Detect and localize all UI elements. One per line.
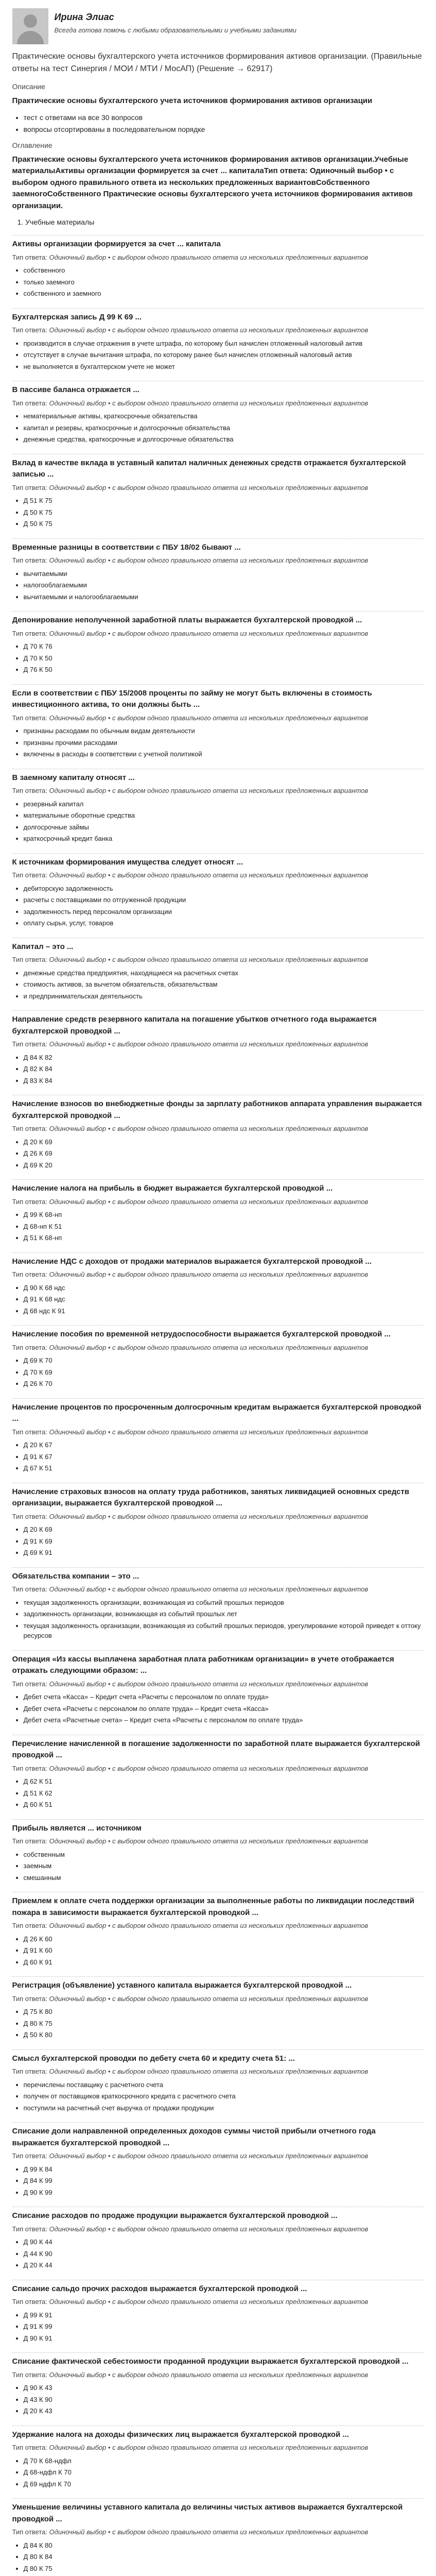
question-block	[12, 1398, 424, 1473]
answer-option: • Д 90 К 44	[24, 2237, 424, 2247]
question-block	[12, 538, 424, 602]
answer-option: • Д 60 К 91	[24, 1957, 424, 1968]
answer-option: • вычитаемыми и налогооблагаемыми	[24, 592, 424, 602]
type-prefix: Тип ответа:	[12, 326, 47, 334]
answer-option: • Д 26 К 60	[24, 1934, 424, 1944]
type-prefix: Тип ответа:	[12, 956, 47, 963]
answer-options	[12, 1692, 424, 1725]
question-type	[12, 1994, 424, 2004]
answer-option: • налогооблагаемыми	[24, 580, 424, 590]
type-prefix: Тип ответа:	[12, 253, 47, 261]
question-block	[12, 308, 424, 372]
question-block	[12, 1892, 424, 1967]
type-prefix: Тип ответа:	[12, 787, 47, 794]
question-type	[12, 2370, 424, 2380]
question-block	[12, 1325, 424, 1389]
answer-option: • Д 51 К 75	[24, 496, 424, 506]
question-block	[12, 2280, 424, 2344]
answer-option: • дебиторскую задолженность	[24, 884, 424, 894]
type-text: Одиночный выбор • с выбором одного правильного ответа из нескольких предложенных вариантов	[49, 556, 369, 564]
answer-option: • заемным	[24, 1861, 424, 1871]
author-description: Всегда готова помочь с любыми образовательными и учебными заданиями	[54, 26, 297, 34]
answer-options	[12, 2383, 424, 2416]
question-title: Депонирование неполученной заработной платы выражается бухгалтерской проводкой ...	[12, 616, 362, 624]
question-type	[12, 629, 424, 639]
avatar	[12, 8, 48, 44]
question-block	[12, 1735, 424, 1810]
answer-options	[12, 1210, 424, 1243]
answer-option: • Д 50 К 80	[24, 2030, 424, 2040]
answer-options	[12, 641, 424, 675]
answer-options	[12, 496, 424, 529]
question-title: В заемному капиталу относят ...	[12, 773, 135, 782]
type-text: Одиночный выбор • с выбором одного правильного ответа из нескольких предложенных вариантов	[49, 1922, 369, 1929]
answer-option: • отсутствует в случае вычитания штрафа, по которому ранее был начислен отложенный налоговый актив	[24, 350, 424, 360]
answer-option: • Д 83 К 84	[24, 1076, 424, 1086]
answer-options	[12, 799, 424, 844]
question-type	[12, 1679, 424, 1689]
question-title: Бухгалтерская запись Д 99 К 69 ...	[12, 312, 142, 321]
type-prefix: Тип ответа:	[12, 629, 47, 637]
answer-option: • Д 91 К 60	[24, 1945, 424, 1956]
answer-option: • Д 20 К 69	[24, 1524, 424, 1535]
answer-option: • Дебет счета «Расчетные счета» – Кредит счета «Расчеты с персоналом по оплате труда»	[24, 1715, 424, 1725]
question-title: Обязательства компании – это ...	[12, 1571, 139, 1581]
answer-option: • Д 84 К 99	[24, 2176, 424, 2186]
answer-option: • Д 67 К 51	[24, 1463, 424, 1473]
type-prefix: Тип ответа:	[12, 1343, 47, 1351]
answer-option: • Д 26 К 69	[24, 1148, 424, 1159]
answer-option: • собственного и заемного	[24, 289, 424, 299]
question-block	[12, 381, 424, 445]
type-text: Одиночный выбор • с выбором одного правильного ответа из нескольких предложенных вариантов	[49, 2370, 369, 2379]
question-block	[12, 454, 424, 529]
list-item: • вопросы отсортированы в последовательном порядке	[24, 124, 424, 135]
question-block	[12, 1650, 424, 1725]
answer-option: • Д 44 К 90	[24, 2249, 424, 2259]
answer-option: • Д 75 К 80	[24, 2007, 424, 2017]
answer-option: • нематериальные активы, краткосрочные обязательства	[24, 411, 424, 421]
type-text: Одиночный выбор • с выбором одного правильного ответа из нескольких предложенных вариантов	[49, 1343, 369, 1351]
type-text: Одиночный выбор • с выбором одного правильного ответа из нескольких предложенных вариантов	[49, 2152, 369, 2160]
question-title: Начисление НДС с доходов от продажи материалов выражается бухгалтерской проводкой ...	[12, 1257, 372, 1266]
question-block	[12, 235, 424, 299]
question-title: Вклад в качестве вклада в уставный капитал наличных денежных средств отражается бухгалтерской записью ...	[12, 458, 406, 479]
question-type	[12, 483, 424, 493]
answer-options	[12, 1850, 424, 1883]
answer-option: • Д 91 К 69	[24, 1536, 424, 1547]
question-type	[12, 1343, 424, 1353]
answer-option: • Д 82 К 84	[24, 1064, 424, 1074]
answer-option: • получен от поставщиков краткосрочного кредита с расчетного счета	[24, 2091, 424, 2102]
type-prefix: Тип ответа:	[12, 1270, 47, 1278]
question-title: Списание доли направленной определенных доходов суммы чистой прибыли отчетного года выражается бухгалтерской проводкой ...	[12, 2127, 376, 2147]
answer-option: • Д 20 К 67	[24, 1440, 424, 1450]
document-title: Практические основы бухгалтерского учета источников формирования активов организации. (Правильные ответы на тест Синергия / МОИ / МТИ / МосАП) (Решение → 62917)	[12, 52, 422, 73]
type-prefix: Тип ответа:	[12, 2067, 47, 2075]
question-title: Если в соответствии с ПБУ 15/2008 проценты по займу не могут быть включены в стоимость инвестиционного актива, то они должны быть ...	[12, 688, 372, 709]
answer-options	[12, 2237, 424, 2270]
question-type	[12, 786, 424, 796]
type-prefix: Тип ответа:	[12, 1197, 47, 1206]
answer-option: • Д 62 К 51	[24, 1776, 424, 1787]
intro-heading: Практические основы бухгалтерского учета источников формирования активов организации	[12, 96, 373, 105]
answer-option: • долгосрочные займы	[24, 822, 424, 833]
answer-option: • признаны прочими расходами	[24, 738, 424, 748]
question-block	[12, 2207, 424, 2270]
type-prefix: Тип ответа:	[12, 1428, 47, 1436]
answer-option: • Д 69 ндфл К 70	[24, 2479, 424, 2489]
answer-options	[12, 968, 424, 1002]
answer-option: • Д 69 К 70	[24, 1355, 424, 1366]
type-text: Одиночный выбор • с выбором одного правильного ответа из нескольких предложенных вариантов	[49, 1270, 369, 1278]
document-page	[12, 0, 424, 2576]
question-title: В пассиве баланса отражается ...	[12, 385, 139, 394]
answer-option: • Д 68-нп К 51	[24, 1222, 424, 1232]
type-text: Одиночный выбор • с выбором одного правильного ответа из нескольких предложенных вариантов	[49, 253, 369, 261]
answer-option: • денежные средства, краткосрочные и долгосрочные обязательства	[24, 434, 424, 445]
answer-option: • Д 68-ндфл К 70	[24, 2467, 424, 2478]
answer-options	[12, 1934, 424, 1968]
answer-options	[12, 884, 424, 928]
question-title: Перечисление начисленной в погашение задолженности по заработной плате выражается бухгалтерской проводкой ...	[12, 1739, 420, 1759]
question-block	[12, 2122, 424, 2197]
answer-option: • капитал и резервы, краткосрочные и долгосрочные обязательства	[24, 423, 424, 433]
answer-option: • Д 91 К 99	[24, 2321, 424, 2332]
answer-option: • Д 80 К 75	[24, 2564, 424, 2574]
type-text: Одиночный выбор • с выбором одного правильного ответа из нескольких предложенных вариантов	[49, 1512, 369, 1520]
answer-option: • оплату сырья, услуг, товаров	[24, 918, 424, 928]
question-type	[12, 1039, 424, 1049]
answer-options	[12, 1776, 424, 1810]
type-text: Одиночный выбор • с выбором одного правильного ответа из нескольких предложенных вариантов	[49, 1837, 369, 1845]
answer-option: • Д 20 К 43	[24, 2406, 424, 2416]
contents-item: 1. Учебные материалы	[17, 218, 95, 226]
type-text: Одиночный выбор • с выбором одного правильного ответа из нескольких предложенных вариантов	[49, 787, 369, 794]
type-prefix: Тип ответа:	[12, 2152, 47, 2160]
question-block	[12, 938, 424, 1002]
answer-option: • Д 20 К 69	[24, 1137, 424, 1147]
type-prefix: Тип ответа:	[12, 1680, 47, 1688]
answer-option: • Д 76 К 50	[24, 665, 424, 675]
question-type	[12, 1512, 424, 1522]
answer-option: • Дебет счета «Расчеты с персоналом по оплате труда» – Кредит счета «Касса»	[24, 1704, 424, 1714]
question-type	[12, 2527, 424, 2537]
question-title: Активы организации формируется за счет ... капитала	[12, 240, 221, 248]
answer-option: • Д 51 К 68-нп	[24, 1233, 424, 1243]
answer-option: • Д 69 К 20	[24, 1160, 424, 1171]
question-type	[12, 1764, 424, 1774]
question-title: Начисление налога на прибыль в бюджет выражается бухгалтерской проводкой ...	[12, 1184, 333, 1193]
answer-option: • Д 90 К 43	[24, 2383, 424, 2393]
type-prefix: Тип ответа:	[12, 1512, 47, 1520]
question-block	[12, 1252, 424, 1316]
question-type	[12, 870, 424, 880]
type-prefix: Тип ответа:	[12, 1585, 47, 1593]
type-text: Одиночный выбор • с выбором одного правильного ответа из нескольких предложенных вариантов	[49, 483, 369, 492]
question-title: Капитал – это ...	[12, 942, 74, 951]
type-prefix: Тип ответа:	[12, 399, 47, 407]
answer-options	[12, 1355, 424, 1389]
answer-option: • расчеты с поставщиками по отгруженной продукции	[24, 895, 424, 905]
answer-option: • Д 90 К 91	[24, 2333, 424, 2344]
answer-option: • Д 26 К 70	[24, 1379, 424, 1389]
answer-option: • и предпринимательская деятельность	[24, 991, 424, 1002]
question-type	[12, 1427, 424, 1437]
question-type	[12, 2066, 424, 2077]
type-prefix: Тип ответа:	[12, 1994, 47, 2003]
answer-options	[12, 265, 424, 299]
author-info	[55, 8, 297, 36]
answer-option: • Д 84 К 82	[24, 1053, 424, 1063]
answer-option: • Д 70 К 69	[24, 1367, 424, 1378]
answer-option: • Д 69 К 91	[24, 1548, 424, 1558]
question-block	[12, 1567, 424, 1641]
question-block	[12, 611, 424, 675]
question-block	[12, 2426, 424, 2489]
question-block	[12, 1010, 424, 1086]
answer-option: • Д 68 ндс К 91	[24, 1306, 424, 1316]
answer-option: • перечислены поставщику с расчетного счета	[24, 2080, 424, 2090]
author-name[interactable]: Ирина Элиас	[54, 12, 114, 22]
type-text: Одиночный выбор • с выбором одного правильного ответа из нескольких предложенных вариантов	[49, 399, 369, 407]
question-title: К источникам формирования имущества следует относят ...	[12, 857, 243, 867]
type-text: Одиночный выбор • с выбором одного правильного ответа из нескольких предложенных вариантов	[49, 1040, 369, 1048]
type-prefix: Тип ответа:	[12, 714, 47, 722]
question-type	[12, 2297, 424, 2307]
answer-option: • Д 99 К 68-нп	[24, 1210, 424, 1220]
answer-option: • Дебет счета «Касса» – Кредит счета «Расчеты с персоналом по оплате труда»	[24, 1692, 424, 1702]
question-type	[12, 252, 424, 263]
type-text: Одиночный выбор • с выбором одного правильного ответа из нескольких предложенных вариантов	[49, 629, 369, 637]
answer-options	[12, 1598, 424, 1641]
answer-option: • Д 43 К 90	[24, 2395, 424, 2405]
answer-options	[12, 411, 424, 445]
answer-option: • краткосрочный кредит банка	[24, 834, 424, 844]
answer-option: • признаны расходами по обычным видам деятельности	[24, 726, 424, 736]
type-prefix: Тип ответа:	[12, 2528, 47, 2536]
answer-option: • собственным	[24, 1850, 424, 1860]
intro-list	[12, 112, 424, 135]
question-block	[12, 1483, 424, 1558]
question-block	[12, 769, 424, 844]
answer-option: • Д 70 К 68-ндфл	[24, 2456, 424, 2466]
type-text: Одиночный выбор • с выбором одного правильного ответа из нескольких предложенных вариантов	[49, 1125, 369, 1132]
question-list	[12, 235, 424, 2573]
answer-option: • Д 60 К 51	[24, 1800, 424, 1810]
question-type	[12, 325, 424, 335]
type-text: Одиночный выбор • с выбором одного правильного ответа из нескольких предложенных вариантов	[49, 2444, 369, 2451]
answer-options	[12, 1440, 424, 1473]
answer-options	[12, 1283, 424, 1316]
type-text: Одиночный выбор • с выбором одного правильного ответа из нескольких предложенных вариантов	[49, 2225, 369, 2233]
type-text: Одиночный выбор • с выбором одного правильного ответа из нескольких предложенных вариантов	[49, 956, 369, 963]
answer-options	[12, 2164, 424, 2198]
type-prefix: Тип ответа:	[12, 2444, 47, 2451]
answer-option: • резервный капитал	[24, 799, 424, 809]
answer-option: • Д 99 К 84	[24, 2164, 424, 2175]
question-type	[12, 2151, 424, 2161]
answer-option: • Д 50 К 75	[24, 507, 424, 518]
answer-options	[12, 1137, 424, 1171]
type-text: Одиночный выбор • с выбором одного правильного ответа из нескольких предложенных вариантов	[49, 2298, 369, 2306]
answer-options	[12, 1053, 424, 1086]
answer-option: • Д 70 К 50	[24, 653, 424, 664]
question-type	[12, 1124, 424, 1134]
question-title: Направление средств резервного капитала на погашение убытков отчетного года выражается бухгалтерской проводкой ...	[12, 1015, 377, 1036]
answer-option: • Д 91 К 68 ндс	[24, 1294, 424, 1304]
answer-options	[12, 338, 424, 372]
type-prefix: Тип ответа:	[12, 1040, 47, 1048]
answer-option: • Д 80 К 75	[24, 2019, 424, 2029]
answer-option: • Д 99 К 91	[24, 2310, 424, 2320]
answer-option: • смешанным	[24, 1873, 424, 1883]
question-block	[12, 853, 424, 928]
type-text: Одиночный выбор • с выбором одного правильного ответа из нескольких предложенных вариантов	[49, 1428, 369, 1436]
type-text: Одиночный выбор • с выбором одного правильного ответа из нескольких предложенных вариантов	[49, 871, 369, 879]
question-type	[12, 2443, 424, 2453]
answer-option: • Д 90 К 68 ндс	[24, 1283, 424, 1293]
answer-option: • Д 70 К 76	[24, 641, 424, 652]
question-title: Списание расходов по продаже продукции выражается бухгалтерской проводкой ...	[12, 2211, 338, 2220]
question-block	[12, 684, 424, 759]
question-block	[12, 1095, 424, 1170]
answer-option: • Д 84 К 80	[24, 2540, 424, 2551]
answer-options	[12, 2080, 424, 2113]
question-block	[12, 1179, 424, 1243]
answer-option: • стоимость активов, за вычетом обязательств, обязательствам	[24, 979, 424, 990]
answer-option: • задолженность перед персоналом организации	[24, 907, 424, 917]
type-text: Одиночный выбор • с выбором одного правильного ответа из нескольких предложенных вариантов	[49, 1680, 369, 1688]
answer-option: • Д 91 К 67	[24, 1452, 424, 1462]
type-prefix: Тип ответа:	[12, 2298, 47, 2306]
question-title: Удержание налога на доходы физических лиц выражается бухгалтерской проводкой ...	[12, 2430, 349, 2439]
type-prefix: Тип ответа:	[12, 483, 47, 492]
type-text: Одиночный выбор • с выбором одного правильного ответа из нескольких предложенных вариантов	[49, 1197, 369, 1206]
type-text: Одиночный выбор • с выбором одного правильного ответа из нескольких предложенных вариантов	[49, 1764, 369, 1772]
question-title: Приемлем к оплате счета поддержки организации за выполненные работы по ликвидации последствий пожара в зависимости выражается бухгалтерской проводкой ...	[12, 1896, 414, 1917]
question-block	[12, 2498, 424, 2573]
question-type	[12, 955, 424, 965]
type-prefix: Тип ответа:	[12, 871, 47, 879]
answer-options	[12, 2007, 424, 2040]
answer-option: • собственного	[24, 265, 424, 276]
type-text: Одиночный выбор • с выбором одного правильного ответа из нескольких предложенных вариантов	[49, 2067, 369, 2075]
answer-option: • поступили на расчетный счет выручка от продажи продукции	[24, 2103, 424, 2113]
question-block	[12, 2352, 424, 2416]
question-type	[12, 1836, 424, 1846]
answer-option: • не выполняется в бухгалтерском учете не может	[24, 362, 424, 372]
answer-options	[12, 1524, 424, 1558]
question-block	[12, 2049, 424, 2113]
answer-option: • Д 20 К 44	[24, 2260, 424, 2270]
description-label: Описание	[12, 82, 45, 91]
question-title: Временные разницы в соответствии с ПБУ 18/02 бывают ...	[12, 543, 241, 552]
question-title: Начисление взносов во внебюджетные фонды за зарплату работников аппарата управления выражается бухгалтерской проводкой ...	[12, 1099, 422, 1120]
type-text: Одиночный выбор • с выбором одного правильного ответа из нескольких предложенных вариантов	[49, 326, 369, 334]
question-block	[12, 1976, 424, 2040]
answer-option: • Д 90 К 99	[24, 2188, 424, 2198]
question-title: Прибыль является ... источником	[12, 1823, 142, 1833]
answer-option: • задолженность организации, возникающая из событий прошлых лет	[24, 1609, 424, 1619]
type-prefix: Тип ответа:	[12, 2370, 47, 2379]
type-prefix: Тип ответа:	[12, 1125, 47, 1132]
answer-option: • Д 80 К 84	[24, 2552, 424, 2562]
question-type	[12, 398, 424, 409]
type-text: Одиночный выбор • с выбором одного правильного ответа из нескольких предложенных вариантов	[49, 1994, 369, 2003]
question-title: Операция «Из кассы выплачена заработная плата работникам организации» в учете отображается отражать следующими образом: ...	[12, 1654, 394, 1675]
contents-paragraph: Практические основы бухгалтерского учета источников формирования активов организации.Учебные материалыАктивы организации формируется за счет ... капиталаТип ответа: Одиночный выбор • с выбором одного правильного ответа из нескольких предложенных вариантовСобственного заемногоСобственного Практические основы бухгалтерского учета источников формирования активов организации.	[12, 155, 413, 210]
type-text: Одиночный выбор • с выбором одного правильного ответа из нескольких предложенных вариантов	[49, 714, 369, 722]
type-prefix: Тип ответа:	[12, 2225, 47, 2233]
type-prefix: Тип ответа:	[12, 556, 47, 564]
question-type	[12, 555, 424, 566]
answer-options	[12, 2456, 424, 2489]
question-block	[12, 1819, 424, 1883]
question-title: Начисление пособия по временной нетрудоспособности выражается бухгалтерской проводкой ...	[12, 1330, 391, 1338]
question-type	[12, 1197, 424, 1207]
answer-option: • текущая задолженность организации, возникающая из событий прошлых периодов, урегулирование которой приведет к оттоку ресурсов	[24, 1621, 424, 1641]
question-title: Списание сальдо прочих расходов выражается бухгалтерской проводкой ...	[12, 2284, 307, 2293]
author-block	[12, 8, 424, 44]
answer-option: • вычитаемыми	[24, 569, 424, 579]
answer-option: • только заемного	[24, 277, 424, 287]
contents-label: Оглавление	[12, 141, 53, 149]
question-title: Регистрация (объявление) уставного капитала выражается бухгалтерской проводкой ...	[12, 1981, 352, 1990]
question-type	[12, 1584, 424, 1595]
question-type	[12, 1921, 424, 1931]
question-type	[12, 1269, 424, 1280]
answer-option: • Д 50 К 75	[24, 519, 424, 529]
question-type	[12, 713, 424, 723]
type-text: Одиночный выбор • с выбором одного правильного ответа из нескольких предложенных вариантов	[49, 2528, 369, 2536]
type-prefix: Тип ответа:	[12, 1837, 47, 1845]
answer-option: • производится в случае отражения в учете штрафа, по которому был начислен отложенный налоговый актив	[24, 338, 424, 349]
answer-options	[12, 726, 424, 759]
question-title: Смысл бухгалтерской проводки по дебету счета 60 и кредиту счета 51: ...	[12, 2054, 295, 2063]
type-text: Одиночный выбор • с выбором одного правильного ответа из нескольких предложенных вариантов	[49, 1585, 369, 1593]
answer-option: • материальные оборотные средства	[24, 810, 424, 821]
list-item: • тест с ответами на всe 30 вопросов	[24, 112, 424, 123]
answer-option: • денежные средства предприятия, находящиеся на расчетных счетах	[24, 968, 424, 978]
answer-option: • включены в расходы в соответствии с учетной политикой	[24, 749, 424, 759]
answer-option: • Д 51 К 62	[24, 1788, 424, 1799]
answer-options	[12, 2540, 424, 2574]
question-type	[12, 2224, 424, 2234]
type-prefix: Тип ответа:	[12, 1764, 47, 1772]
question-title: Списание фактической себестоимости проданной продукции выражается бухгалтерской проводкой ...	[12, 2357, 409, 2366]
answer-options	[12, 569, 424, 602]
type-prefix: Тип ответа:	[12, 1922, 47, 1929]
answer-option: • текущая задолженность организации, возникающая из событий прошлых периодов	[24, 1598, 424, 1608]
question-title: Уменьшение величины уставного капитала до величины чистых активов выражается бухгалтерской проводкой ...	[12, 2503, 403, 2523]
question-title: Начисление процентов по просроченным долгосрочным кредитам выражается бухгалтерской проводкой ...	[12, 1402, 422, 1423]
question-title: Начисление страховых взносов на оплату труда работников, занятых ликвидацией основных средств организации, выражается бухгалтерской проводкой ...	[12, 1487, 409, 1507]
answer-options	[12, 2310, 424, 2344]
